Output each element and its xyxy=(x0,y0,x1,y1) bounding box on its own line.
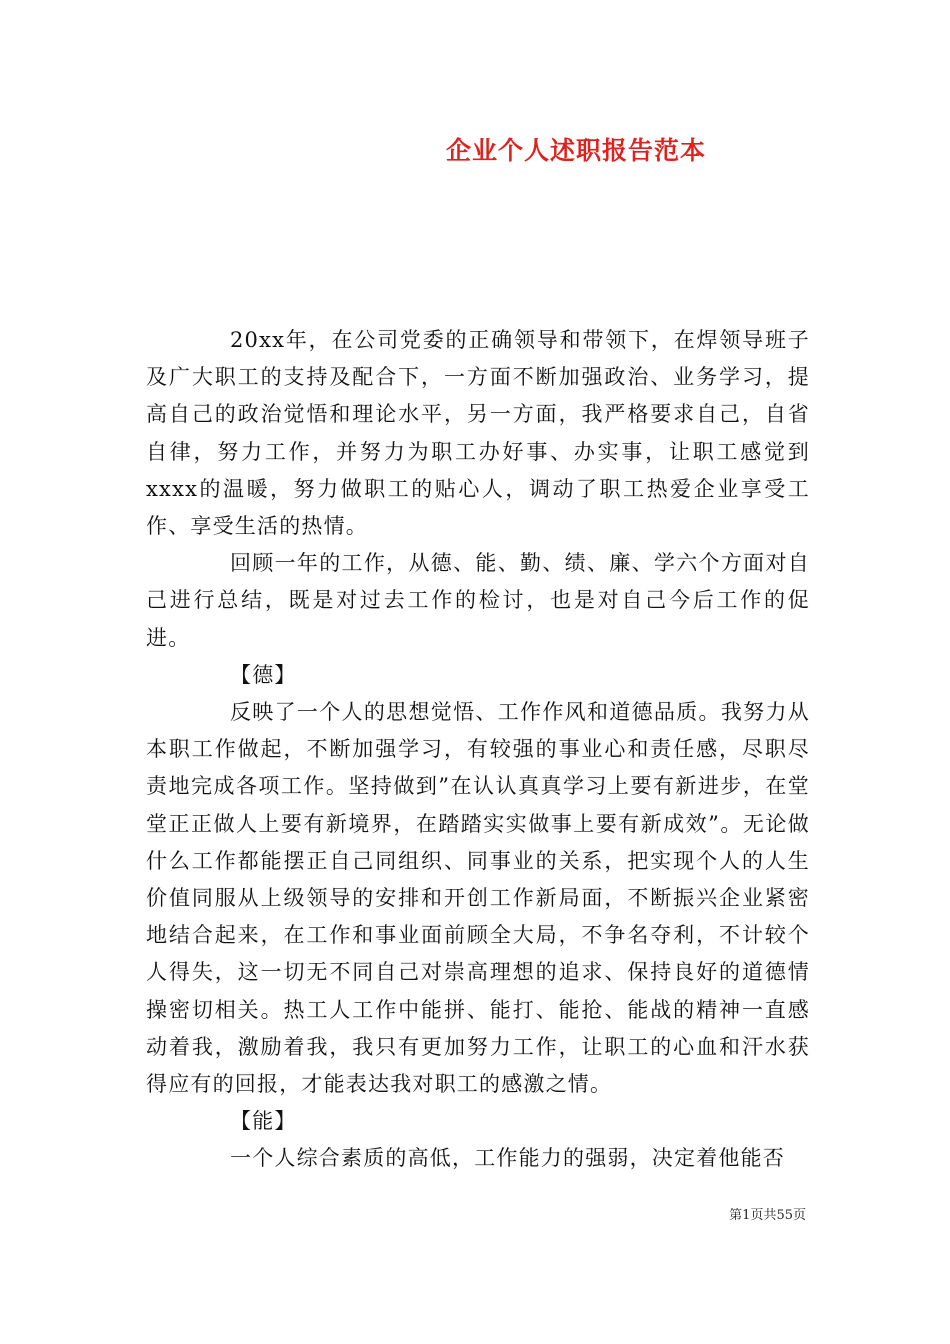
section-heading-neng: 【能】 xyxy=(230,1109,297,1134)
section-text-de: 反映了一个人的思想觉悟、工作作风和道德品质。我努力从本职工作做起，不断加强学习，有较强的事业心和责任感，尽职尽责地完成各项工作。坚持做到”在认认真真学习上要有新进步，在堂堂正正做人上要有新境界，在踏踏实实做事上要有新成效”。无论做什么工作都能摆正自己同组织、同事业的关系，把实现个人的人生价值同服从上级领导的安排和开创工作新局面，不断振兴企业紧密地结合起来，在工作和事业面前顾全大局，不争名夺利，不计较个人得失，这一切无不同自己对崇高理想的追求、保持良好的道德情操密切相关。热工人工作中能拼、能打、能抢、能战的精神一直感动着我，激励着我，我只有更加努力工作，让职工的心血和汗水获得应有的回报，才能表达我对职工的感激之情。 xyxy=(146,700,810,1097)
section-heading-de: 【德】 xyxy=(230,662,297,687)
summary-paragraph: 回顾一年的工作，从德、能、勤、绩、廉、学六个方面对自己进行总结，既是对过去工作的检讨，也是对自己今后工作的促进。 xyxy=(146,551,810,650)
section-text-neng: 一个人综合素质的高低，工作能力的强弱，决定着他能否 xyxy=(230,1146,785,1171)
document-body xyxy=(146,322,810,1178)
intro-paragraph: 20xx年，在公司党委的正确领导和带领下，在焊领导班子及广大职工的支持及配合下，一方面不断加强政治、业务学习，提高自己的政治觉悟和理论水平，另一方面，我严格要求自己，自省自律，努力工作，并努力为职工办好事、办实事，让职工感觉到xxxx的温暖，努力做职工的贴心人，调动了职工热爱企业享受工作、享受生活的热情。 xyxy=(146,328,810,539)
document-title: 企业个人述职报告范本 xyxy=(445,136,706,165)
page-number-footer: 第1页共55页 xyxy=(729,1208,806,1223)
